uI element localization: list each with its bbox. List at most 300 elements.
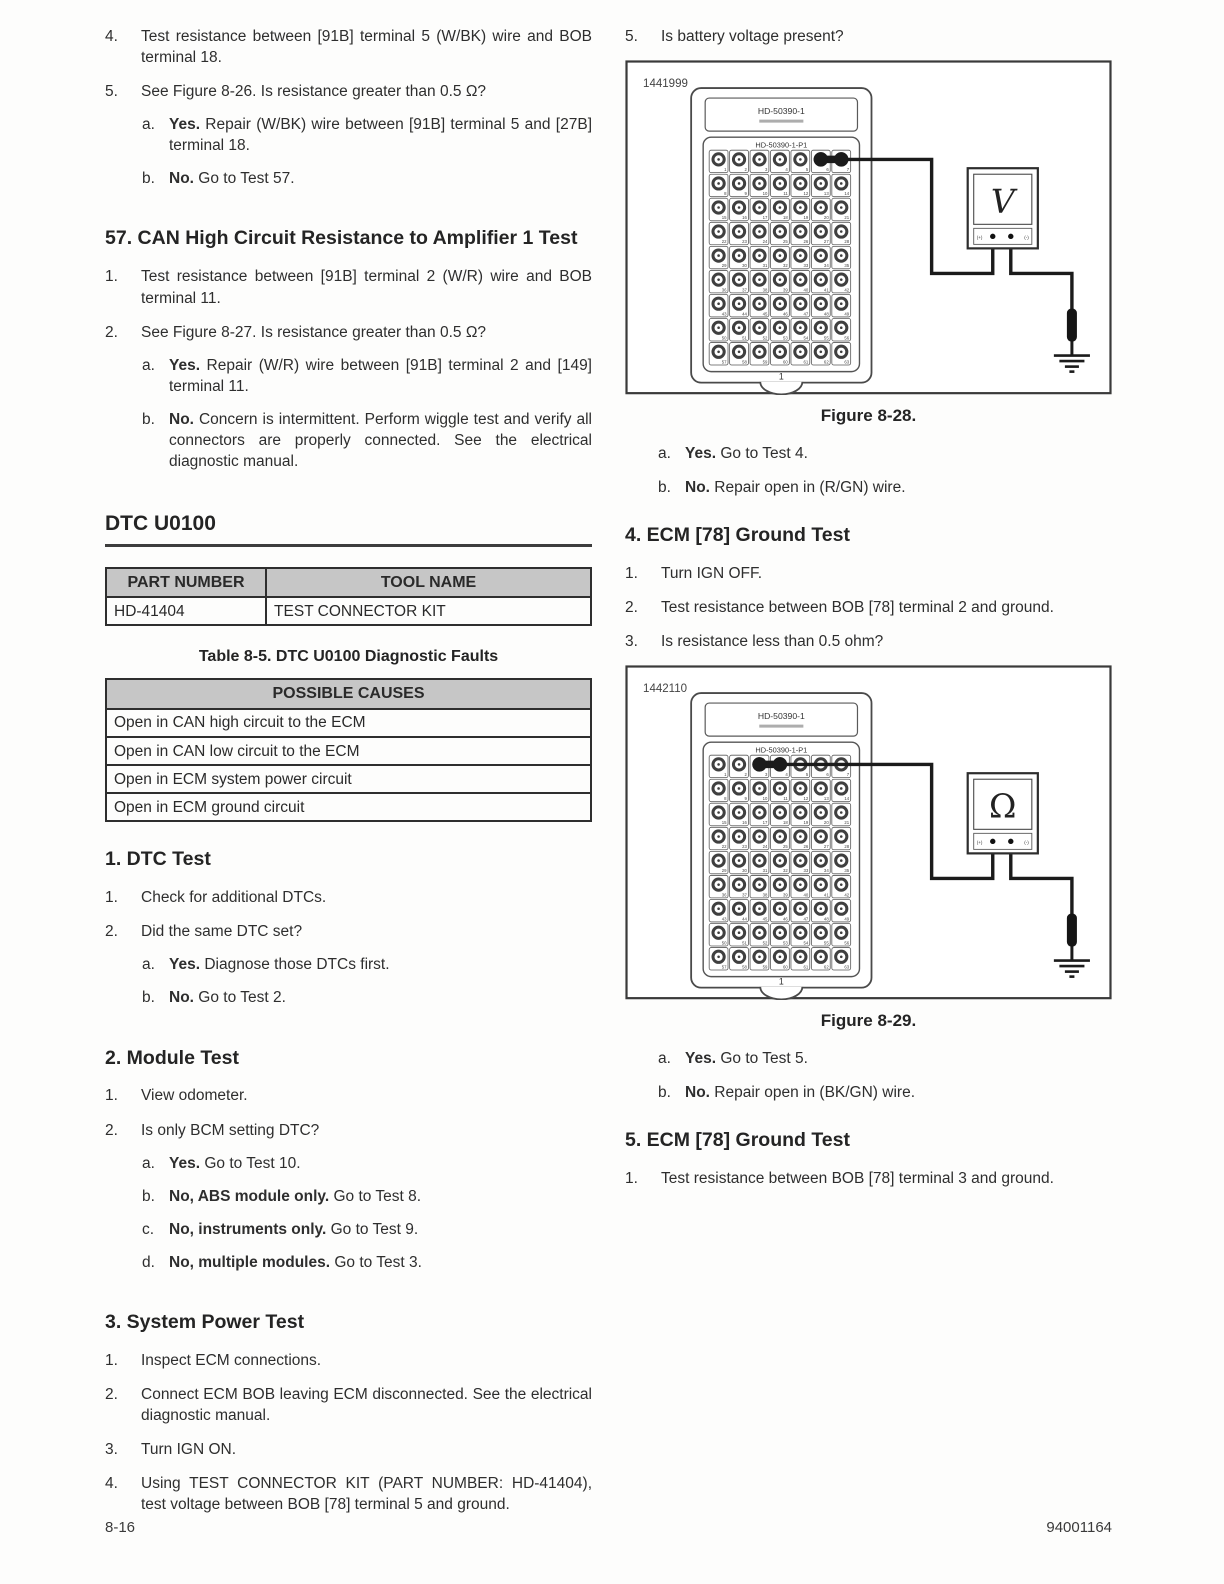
- step-number: 2.: [105, 1121, 118, 1139]
- steps-list: [105, 266, 592, 484]
- table-header-row: [106, 568, 591, 598]
- sub-text: Go to Test 10.: [204, 1154, 301, 1172]
- step-body: [141, 266, 592, 308]
- step-body: [141, 1350, 592, 1371]
- voltmeter-icon: [968, 168, 1038, 248]
- svg-text:8: 8: [724, 796, 727, 802]
- step-text: Is resistance less than 0.5 ohm?: [661, 633, 884, 651]
- svg-text:35: 35: [844, 263, 850, 269]
- step-text: Inspect ECM connections.: [141, 1351, 322, 1369]
- svg-text:44: 44: [742, 311, 747, 317]
- svg-text:16: 16: [742, 820, 747, 826]
- step-number: 3.: [625, 633, 638, 651]
- svg-text:4: 4: [785, 772, 788, 778]
- step-number: 4.: [105, 1475, 118, 1493]
- ohmmeter-icon: [968, 773, 1038, 853]
- step: [625, 631, 1112, 652]
- step: [105, 887, 592, 908]
- sub-step: [142, 954, 592, 975]
- sub-step: [142, 168, 592, 189]
- svg-text:54: 54: [803, 335, 809, 341]
- probe-plug: [773, 757, 787, 771]
- step: [105, 26, 592, 68]
- table-cell: TEST CONNECTOR KIT: [266, 597, 591, 625]
- svg-text:62: 62: [823, 359, 829, 365]
- sub-step: [142, 114, 592, 156]
- step-text: Test resistance between [91B] terminal 5 (W/BK) wire and BOB terminal 18.: [141, 28, 592, 67]
- svg-text:34: 34: [823, 263, 829, 269]
- box-label: HD-50390-1: [757, 106, 805, 117]
- sub-letter: a.: [142, 116, 155, 134]
- svg-text:5: 5: [805, 772, 809, 778]
- svg-text:1: 1: [724, 167, 727, 173]
- svg-text:15: 15: [721, 820, 727, 826]
- sub-step: [658, 477, 1112, 498]
- connector-label: HD-50390-1-P1: [755, 140, 808, 150]
- step: [105, 322, 592, 484]
- sub-letter: a.: [142, 356, 155, 374]
- sub-step: [658, 1048, 1112, 1069]
- section-heading: 3. System Power Test: [105, 1310, 305, 1333]
- step-text: Turn IGN OFF.: [661, 564, 763, 582]
- sub-letter: b.: [142, 170, 155, 188]
- step-number: 1.: [105, 1351, 118, 1369]
- step-body: [141, 322, 592, 484]
- step: [625, 597, 1112, 618]
- step-number: 4.: [105, 28, 118, 45]
- svg-text:6: 6: [826, 167, 829, 173]
- svg-text:62: 62: [823, 964, 829, 970]
- table-row: [106, 709, 591, 737]
- svg-text:48: 48: [823, 311, 829, 317]
- step: [105, 81, 592, 201]
- svg-text:25: 25: [783, 239, 788, 245]
- step-body: [141, 1439, 592, 1460]
- notch-label: 1: [778, 976, 784, 987]
- svg-text:51: 51: [742, 940, 747, 946]
- svg-text:51: 51: [742, 335, 747, 341]
- steps-list: [625, 563, 1112, 652]
- svg-text:46: 46: [783, 916, 788, 922]
- svg-text:43: 43: [721, 311, 727, 317]
- svg-text:58: 58: [742, 359, 747, 365]
- sub-body: [685, 443, 1112, 464]
- step: [105, 921, 592, 1020]
- section-heading: 5. ECM [78] Ground Test: [625, 1129, 850, 1152]
- sub-answer: No, instruments only.: [169, 1220, 327, 1238]
- step-body: [661, 631, 1112, 652]
- svg-text:41: 41: [823, 892, 829, 898]
- sub-letter: a.: [142, 1154, 155, 1172]
- step: [625, 563, 1112, 584]
- sub-text: Go to Test 2.: [198, 989, 286, 1007]
- table-header-row: [106, 679, 591, 709]
- svg-text:39: 39: [783, 892, 788, 898]
- svg-text:30: 30: [742, 263, 747, 269]
- meter-symbol: V: [990, 181, 1015, 221]
- steps-list: [105, 887, 592, 1020]
- sub-step: [142, 355, 592, 397]
- svg-text:21: 21: [844, 215, 850, 221]
- step-number: 1.: [105, 1087, 118, 1105]
- step-number: 1.: [105, 268, 118, 286]
- sub-letter: b.: [658, 478, 671, 496]
- svg-text:12: 12: [803, 796, 809, 802]
- probe-plug: [814, 152, 828, 166]
- svg-text:36: 36: [721, 892, 727, 898]
- step-number: 2.: [105, 1385, 118, 1403]
- photo-id: 1441999: [643, 78, 688, 91]
- svg-text:24: 24: [762, 239, 768, 245]
- meter-plus-label: (+): [976, 234, 983, 240]
- svg-text:29: 29: [721, 263, 727, 269]
- svg-text:50: 50: [721, 940, 727, 946]
- svg-text:14: 14: [844, 191, 850, 197]
- probe-plug: [834, 152, 848, 166]
- sub-answer: No.: [685, 1084, 710, 1102]
- svg-text:28: 28: [844, 239, 850, 245]
- sub-text: Go to Test 5.: [720, 1049, 808, 1067]
- sub-answer: No.: [169, 410, 194, 428]
- svg-text:63: 63: [844, 964, 850, 970]
- sub-text: Diagnose those DTCs first.: [204, 956, 390, 974]
- step-body: [141, 1473, 592, 1515]
- sub-letter: b.: [142, 410, 155, 428]
- svg-text:40: 40: [803, 892, 809, 898]
- svg-text:63: 63: [844, 359, 850, 365]
- svg-text:4: 4: [785, 167, 788, 173]
- possible-causes-table: [105, 678, 592, 822]
- sub-step: [142, 1186, 592, 1207]
- dtc-heading: DTC U0100: [105, 510, 592, 547]
- step: [105, 266, 592, 308]
- sub-text: Concern is intermittent. Perform wiggle test and verify all connectors are properly connected. See the electrical diagnostic manual.: [169, 410, 592, 470]
- step-text: Using TEST CONNECTOR KIT (PART NUMBER: HD-41404), test voltage between BOB [78] terminal 5 and ground.: [141, 1475, 592, 1514]
- sub-body: [685, 1082, 1112, 1103]
- column-header: POSSIBLE CAUSES: [106, 679, 591, 709]
- step-body: [141, 26, 592, 68]
- step: [105, 1473, 592, 1515]
- meter-minus-label: (-): [1024, 234, 1029, 240]
- svg-text:60: 60: [783, 359, 788, 365]
- svg-text:23: 23: [742, 239, 747, 245]
- svg-text:61: 61: [803, 964, 809, 970]
- step-text: Connect ECM BOB leaving ECM disconnected. See the electrical diagnostic manual.: [141, 1385, 592, 1425]
- terminal-grid: [709, 755, 850, 970]
- sub-body: [169, 1252, 592, 1273]
- step-body: [141, 921, 592, 1020]
- ohmmeter-figure: [625, 665, 1112, 1000]
- svg-text:41: 41: [823, 287, 829, 293]
- table-row: [106, 597, 591, 625]
- sub-answer: Yes.: [685, 1049, 717, 1067]
- step: [105, 1120, 592, 1285]
- step: [625, 1168, 1112, 1189]
- step-number: 3.: [105, 1441, 118, 1459]
- sub-answer: No, ABS module only.: [169, 1187, 330, 1205]
- step-text: Is only BCM setting DTC?: [141, 1121, 320, 1139]
- steps-list: [625, 1168, 1112, 1189]
- svg-text:32: 32: [783, 263, 788, 269]
- figure-caption: Figure 8-28.: [820, 405, 917, 425]
- svg-text:56: 56: [844, 335, 850, 341]
- svg-text:13: 13: [823, 796, 829, 802]
- svg-text:60: 60: [783, 964, 788, 970]
- sub-body: [169, 168, 592, 189]
- step-number: 1.: [625, 1170, 638, 1188]
- svg-text:25: 25: [783, 844, 788, 850]
- svg-text:40: 40: [803, 287, 809, 293]
- step-text: Did the same DTC set?: [141, 923, 303, 941]
- figure-caption: Figure 8-29.: [820, 1010, 917, 1030]
- sub-letter: c.: [142, 1220, 155, 1238]
- section-heading: 57. CAN High Circuit Resistance to Amplifier 1 Test: [105, 227, 578, 250]
- sub-step: [142, 409, 592, 472]
- sub-letter: b.: [142, 1187, 155, 1205]
- step-text: Is battery voltage present?: [661, 28, 844, 45]
- sub-answer: Yes.: [169, 116, 201, 134]
- svg-text:8: 8: [724, 191, 727, 197]
- meter-plus-label: (+): [976, 840, 983, 846]
- sub-letter: b.: [658, 1084, 671, 1102]
- sub-step: [142, 1153, 592, 1174]
- svg-text:33: 33: [803, 868, 809, 874]
- svg-text:27: 27: [823, 844, 829, 850]
- svg-text:30: 30: [742, 868, 747, 874]
- step-number: 1.: [105, 889, 118, 907]
- sub-text: Repair open in (R/GN) wire.: [714, 478, 906, 496]
- svg-text:14: 14: [844, 796, 850, 802]
- step-number: 5.: [625, 28, 638, 45]
- sub-answer: Yes.: [169, 1154, 201, 1172]
- answer-list: [658, 1048, 1112, 1103]
- sub-step: [658, 1082, 1112, 1103]
- step-text: View odometer.: [141, 1087, 248, 1105]
- svg-text:37: 37: [742, 892, 747, 898]
- meter-probe-jack: [990, 234, 995, 239]
- table-cell: Open in ECM ground circuit: [106, 793, 591, 821]
- svg-text:49: 49: [844, 916, 850, 922]
- sub-answer: No.: [169, 989, 194, 1007]
- svg-text:2: 2: [744, 772, 747, 778]
- sub-body: [685, 477, 1112, 498]
- step-body: [141, 1085, 592, 1106]
- step: [625, 26, 1112, 47]
- svg-text:23: 23: [742, 844, 747, 850]
- svg-text:3: 3: [765, 167, 768, 173]
- svg-text:12: 12: [803, 191, 809, 197]
- svg-text:15: 15: [721, 215, 727, 221]
- svg-text:31: 31: [762, 263, 768, 269]
- step-number: 5.: [105, 83, 118, 101]
- step-body: [661, 563, 1112, 584]
- breakout-box: [691, 88, 871, 394]
- svg-text:56: 56: [844, 940, 850, 946]
- svg-text:29: 29: [721, 868, 727, 874]
- step-body: [141, 81, 592, 201]
- table-cell: Open in ECM system power circuit: [106, 765, 591, 793]
- svg-text:44: 44: [742, 916, 747, 922]
- sub-answer: Yes.: [169, 356, 201, 374]
- left-column: [105, 26, 592, 1528]
- svg-text:2: 2: [744, 167, 747, 173]
- step: [105, 1384, 592, 1426]
- svg-text:49: 49: [844, 311, 850, 317]
- step-text: Test resistance between BOB [78] terminal 2 and ground.: [661, 599, 1054, 617]
- step-text: Turn IGN ON.: [141, 1441, 237, 1459]
- sub-body: [169, 355, 592, 397]
- svg-text:3: 3: [765, 772, 768, 778]
- svg-text:50: 50: [721, 335, 727, 341]
- svg-text:43: 43: [721, 916, 727, 922]
- sub-body: [169, 987, 592, 1008]
- section-heading: 1. DTC Test: [105, 848, 211, 871]
- svg-text:7: 7: [846, 772, 850, 778]
- sub-text: Go to Test 3.: [334, 1253, 422, 1271]
- svg-text:52: 52: [762, 335, 768, 341]
- step-body: [661, 26, 1112, 47]
- svg-text:47: 47: [803, 916, 809, 922]
- sub-step: [142, 1219, 592, 1240]
- svg-text:5: 5: [805, 167, 809, 173]
- step: [105, 1439, 592, 1460]
- box-sublabel-line: [759, 120, 803, 123]
- sub-letter: a.: [658, 444, 671, 462]
- step-text: Check for additional DTCs.: [141, 889, 327, 907]
- step-number: 1.: [625, 564, 638, 582]
- sub-body: [169, 1153, 592, 1174]
- svg-text:58: 58: [742, 964, 747, 970]
- answer-list: [658, 443, 1112, 498]
- column-header: PART NUMBER: [106, 568, 266, 598]
- sub-body: [169, 409, 592, 472]
- svg-text:32: 32: [783, 868, 788, 874]
- step-text: Test resistance between BOB [78] terminal 3 and ground.: [661, 1170, 1054, 1188]
- sub-text: Go to Test 9.: [330, 1220, 419, 1238]
- svg-text:38: 38: [762, 287, 768, 293]
- sub-text: Repair (W/R) wire between [91B] terminal 2 and [149] terminal 11.: [169, 356, 592, 395]
- svg-text:1: 1: [724, 772, 727, 778]
- step-number: 2.: [105, 923, 118, 941]
- sub-body: [685, 1048, 1112, 1069]
- svg-text:17: 17: [762, 215, 768, 221]
- sub-step: [658, 443, 1112, 464]
- svg-text:57: 57: [721, 359, 727, 365]
- table-caption: Table 8-5. DTC U0100 Diagnostic Faults: [198, 648, 499, 666]
- svg-text:34: 34: [823, 868, 829, 874]
- sub-text: Repair open in (BK/GN) wire.: [714, 1084, 915, 1102]
- voltmeter-figure: [625, 60, 1112, 395]
- step-body: [661, 1168, 1112, 1189]
- svg-text:21: 21: [844, 820, 850, 826]
- svg-text:53: 53: [783, 335, 788, 341]
- svg-text:19: 19: [803, 215, 809, 221]
- sub-answer: No, multiple modules.: [169, 1253, 331, 1271]
- svg-text:53: 53: [783, 940, 788, 946]
- svg-text:16: 16: [742, 215, 747, 221]
- svg-text:39: 39: [783, 287, 788, 293]
- meter-minus-label: (-): [1024, 840, 1029, 846]
- svg-text:20: 20: [823, 215, 829, 221]
- section-heading: 2. Module Test: [105, 1046, 239, 1069]
- sub-letter: b.: [142, 989, 155, 1007]
- step-number: 2.: [105, 323, 118, 341]
- table-row: [106, 765, 591, 793]
- notch-label: 1: [778, 371, 784, 382]
- svg-text:9: 9: [744, 191, 747, 197]
- svg-text:35: 35: [844, 868, 850, 874]
- svg-text:18: 18: [783, 215, 788, 221]
- tool-table: [105, 567, 592, 627]
- page-footer: [105, 1519, 1112, 1536]
- svg-text:59: 59: [762, 359, 768, 365]
- column-header: TOOL NAME: [266, 568, 591, 598]
- box-sublabel-line: [759, 725, 803, 728]
- step-body: [141, 1384, 592, 1426]
- page-number: 8-16: [105, 1519, 136, 1536]
- table-cell: HD-41404: [106, 597, 266, 625]
- steps-list: [105, 26, 592, 201]
- svg-text:38: 38: [762, 892, 768, 898]
- sub-text: Repair (W/BK) wire between [91B] terminal 5 and [27B] terminal 18.: [169, 116, 592, 155]
- table-cell: Open in CAN high circuit to the ECM: [106, 709, 591, 737]
- steps-list: [105, 1350, 592, 1515]
- svg-text:17: 17: [762, 820, 768, 826]
- svg-text:37: 37: [742, 287, 747, 293]
- probe-tip: [1067, 309, 1077, 342]
- step: [105, 1350, 592, 1371]
- sub-body: [169, 114, 592, 156]
- svg-text:45: 45: [762, 311, 768, 317]
- sub-letter: d.: [142, 1253, 155, 1271]
- svg-text:27: 27: [823, 239, 829, 245]
- meter-symbol: Ω: [989, 786, 1017, 826]
- svg-text:26: 26: [803, 239, 809, 245]
- section-heading: 4. ECM [78] Ground Test: [625, 524, 850, 547]
- sub-step: [142, 987, 592, 1008]
- step-body: [141, 1120, 592, 1285]
- svg-text:22: 22: [721, 239, 727, 245]
- step: [105, 1085, 592, 1106]
- step-text: Test resistance between [91B] terminal 2 (W/R) wire and BOB terminal 11.: [141, 268, 592, 307]
- svg-text:54: 54: [803, 940, 809, 946]
- step-text: See Figure 8-26. Is resistance greater than 0.5 Ω?: [141, 83, 487, 101]
- svg-text:42: 42: [844, 287, 850, 293]
- table-cell: Open in CAN low circuit to the ECM: [106, 737, 591, 765]
- sub-answer: No.: [169, 170, 194, 188]
- meter-probe-jack: [1008, 234, 1013, 239]
- svg-text:10: 10: [762, 796, 768, 802]
- table-row: [106, 793, 591, 821]
- table-row: [106, 737, 591, 765]
- svg-text:61: 61: [803, 359, 809, 365]
- step-number: 2.: [625, 599, 638, 617]
- meter-probe-jack: [990, 839, 995, 844]
- svg-text:57: 57: [721, 964, 727, 970]
- figure: [625, 60, 1112, 395]
- meter-probe-jack: [1008, 839, 1013, 844]
- connector-label: HD-50390-1-P1: [755, 745, 808, 755]
- sub-answer: Yes.: [685, 444, 717, 462]
- sub-step: [142, 1252, 592, 1273]
- svg-text:10: 10: [762, 191, 768, 197]
- sub-letter: a.: [142, 956, 155, 974]
- sub-body: [169, 1219, 592, 1240]
- svg-text:20: 20: [823, 820, 829, 826]
- svg-text:22: 22: [721, 844, 727, 850]
- svg-text:48: 48: [823, 916, 829, 922]
- svg-text:47: 47: [803, 311, 809, 317]
